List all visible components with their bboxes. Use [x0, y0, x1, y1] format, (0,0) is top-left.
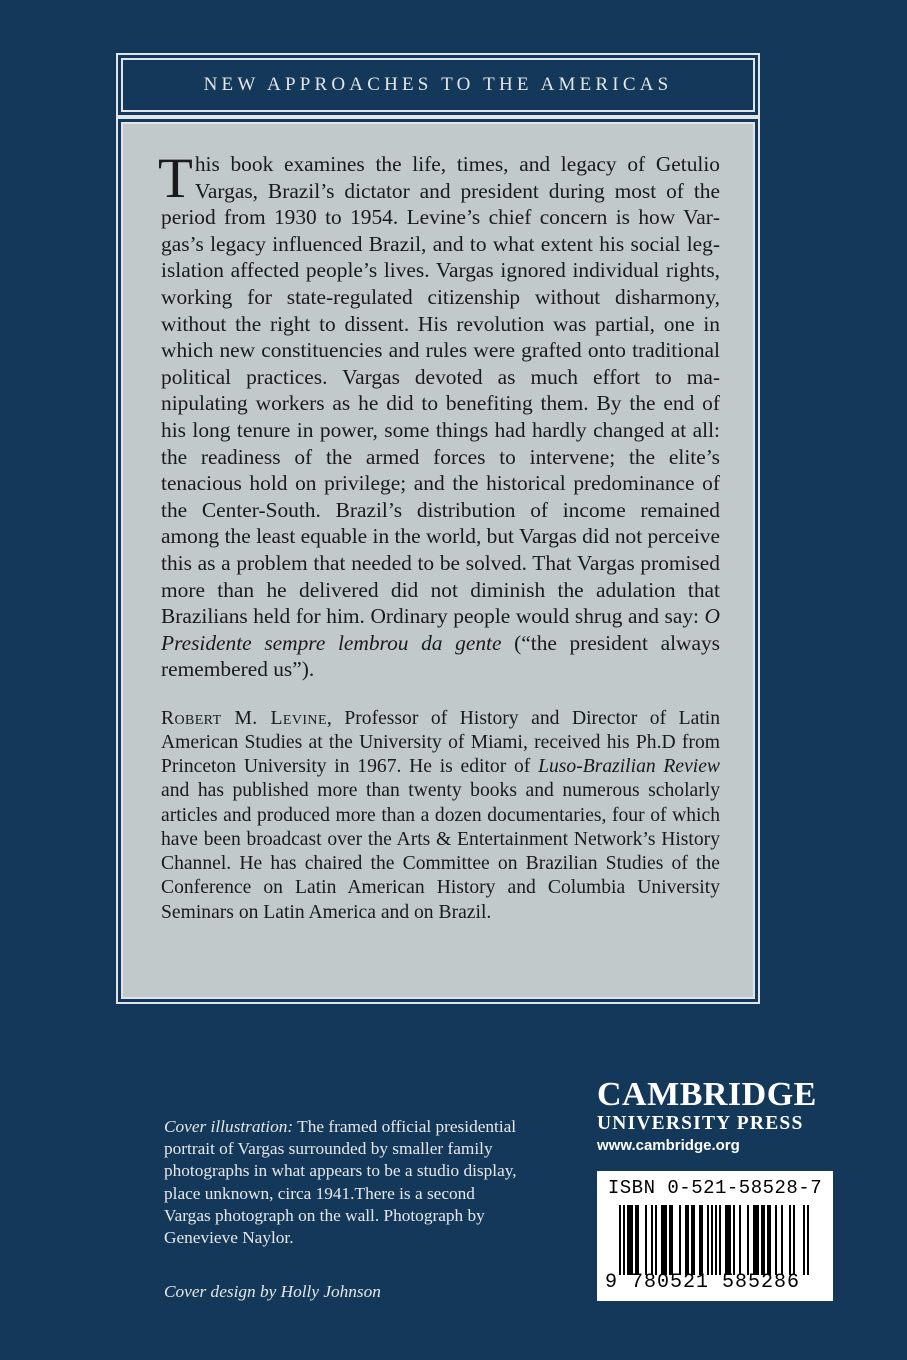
barcode-bar	[767, 1205, 769, 1275]
barcode-bar	[757, 1205, 759, 1275]
cover-illustration-label: Cover illustration:	[164, 1117, 294, 1136]
barcode-bar	[719, 1205, 721, 1275]
publisher-url: www.cambridge.org	[597, 1137, 740, 1154]
barcode-bar	[763, 1205, 765, 1275]
barcode-bar	[661, 1205, 663, 1275]
author-name: Robert M. Levine	[161, 707, 327, 729]
barcode-bar	[747, 1205, 749, 1275]
publisher-logo	[597, 1077, 837, 1157]
barcode-bar	[725, 1205, 727, 1275]
bio-text-end: and has published more than twenty books and numerous scholarly articles and produced more than a dozen documentaries, four of which have been broadcast over the Arts & Entertainment Network’s History Channel. He has chaired the Committee on Brazilian Studies of the Conference on Latin American History and Columbia University Seminars on Latin America and on Brazil.	[161, 780, 720, 923]
publisher-subtitle: UNIVERSITY PRESS	[597, 1113, 804, 1134]
barcode-bar	[727, 1205, 729, 1275]
barcode-bar	[691, 1205, 693, 1275]
description-panel	[121, 122, 755, 999]
barcode-bar	[655, 1205, 657, 1275]
barcode-bar	[753, 1205, 755, 1275]
journal-title: Luso-Brazilian Review	[538, 756, 720, 778]
barcode-bar	[619, 1205, 621, 1275]
barcode-bar	[715, 1205, 717, 1275]
barcode-bar	[637, 1205, 639, 1275]
barcode-bar	[665, 1205, 667, 1275]
barcode-bar	[755, 1205, 757, 1275]
blurb-text-end: (“the president always remembered us”).	[161, 630, 720, 682]
isbn-number: ISBN 0-521-58528-7	[607, 1177, 823, 1199]
book-blurb	[158, 147, 720, 683]
barcode-bar	[761, 1205, 763, 1275]
barcode-bar	[629, 1205, 631, 1275]
barcode-bar	[803, 1205, 805, 1275]
barcode-bar	[671, 1205, 673, 1275]
cover-illustration-text: The framed official presidential portrait of Vargas surrounded by smaller family photographs in what appears to be a studio display, place unknown, circa 1941.There is a second Vargas photograph on the wall. Photograph by Genevieve Naylor.	[164, 1117, 517, 1248]
barcode-bar	[729, 1205, 731, 1275]
drop-cap: T	[158, 147, 193, 210]
barcode-bar	[789, 1205, 791, 1275]
barcode-bar	[651, 1205, 653, 1275]
barcode-bar	[701, 1205, 703, 1275]
bio-text: , Professor of History and Director of Latin American Studies at the University of Miami, received his Ph.D from Princeton University in 1967. He is editor of	[161, 707, 721, 778]
barcode-bar	[781, 1205, 783, 1275]
series-title: NEW APPROACHES TO THE AMERICAS	[203, 74, 673, 95]
barcode-bar	[699, 1205, 701, 1275]
barcode-bar	[635, 1205, 637, 1275]
barcode-bar	[645, 1205, 647, 1275]
barcode-bar	[685, 1205, 687, 1275]
barcode-bar	[631, 1205, 633, 1275]
blurb-quote: O Presidente sempre lembrou da gente	[161, 604, 720, 655]
barcode-bar	[679, 1205, 681, 1275]
barcode-bar	[769, 1205, 771, 1275]
publisher-name: CAMBRIDGE	[597, 1076, 817, 1113]
barcode-bar	[623, 1205, 625, 1275]
barcode-bar	[669, 1205, 671, 1275]
barcode-icon	[605, 1205, 825, 1275]
barcode-bar	[711, 1205, 713, 1275]
ean-number: 9 780521 585286	[605, 1271, 801, 1294]
author-bio	[161, 707, 720, 925]
barcode-bar	[807, 1205, 809, 1275]
barcode-bar	[687, 1205, 689, 1275]
barcode-bar	[627, 1205, 629, 1275]
barcode-bar	[693, 1205, 695, 1275]
barcode-bar	[793, 1205, 795, 1275]
barcode-panel	[597, 1171, 833, 1301]
blurb-text: his book examines the life, times, and legacy of Getulio Vargas, Brazil’s dictator and president during most of the period from 1930 to 1954. Levine’s chief concern is how Vargas’s legacy influenced Brazil, and to what extent his social legislation affected people’s lives. Vargas ignored individual rights, working for state-regulated citizenship without disharmony, without the right to dissent. His revolution was partial, one in which new constituencies and rules were grafted onto traditional political practices. Vargas devoted as much effort to manipulating workers as he did to benefiting them. By the end of his long tenure in power, some things had hardly changed at all: the readiness of the armed forces to intervene; the elite’s tenacious hold on privilege; and the historical predominance of the Center-South. Brazil’s distribution of income remained among the least equable in the world, but Vargas did not perceive this as a problem that needed to be solved. That Vargas promised more than he delivered did not diminish the adulation that Brazilians held for him. Ordinary people would shrug and say:	[161, 152, 720, 629]
barcode-bar	[663, 1205, 665, 1275]
barcode-bar	[739, 1205, 741, 1275]
series-banner	[121, 58, 755, 112]
barcode-bar	[733, 1205, 735, 1275]
cover-credits	[164, 1116, 524, 1249]
cover-design-credit: Cover design by Holly Johnson	[164, 1282, 381, 1301]
barcode-bar	[775, 1205, 777, 1275]
barcode-bar	[707, 1205, 709, 1275]
